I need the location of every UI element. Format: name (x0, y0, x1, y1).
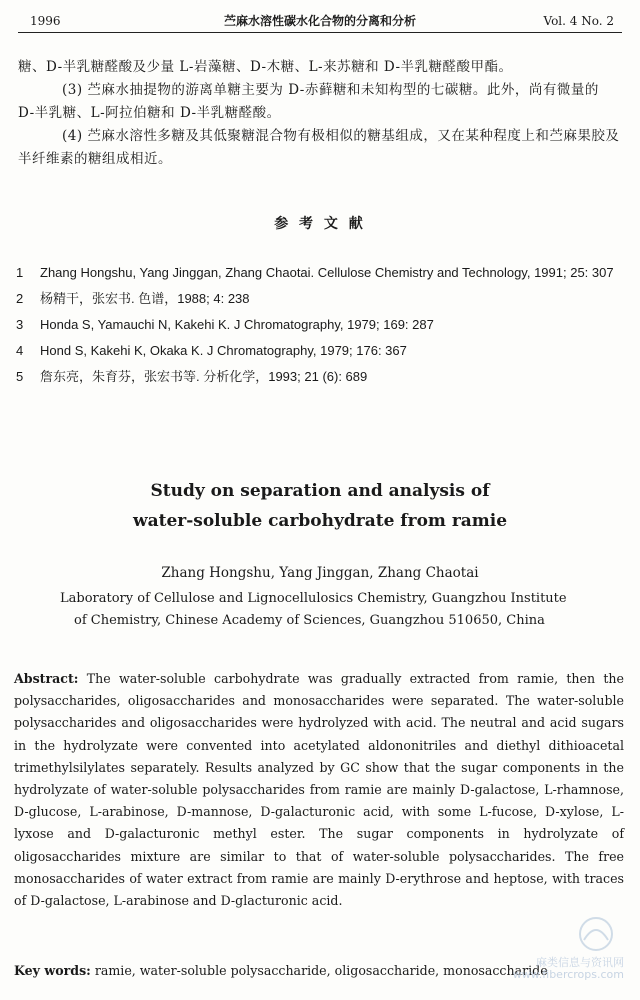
references-heading: 参 考 文 献 (274, 216, 366, 232)
english-title-line-2: water-soluble carbohydrate from ramie (132, 511, 508, 531)
conclusion-para-4: (4) 苎麻水溶性多糖及其低聚糖混合物有极相似的糖基组成，又在某种程度上和苎麻果胶及半纤维素的糖组成相近。 (18, 128, 620, 167)
reference-number: 4 (16, 343, 24, 358)
english-title (0, 476, 640, 536)
conclusion-para-3: (3) 苎麻水抽提物的游离单糖主要为 D-赤藓糖和未知构型的七碳糖。此外，尚有微量的 D-半乳糖、L-阿拉伯糖和 D-半乳糖醛酸。 (18, 82, 599, 121)
site-watermark (498, 914, 626, 980)
affiliation-line-1: Laboratory of Cellulose and Lignocellulosics Chemistry, Guangzhou Institute (60, 591, 567, 606)
keywords-text: ramie, water-soluble polysaccharide, oligosaccharide, monosaccharide (90, 963, 548, 978)
author-list: Zhang Hongshu, Yang Jinggan, Zhang Chaotai (161, 565, 479, 581)
reference-item (16, 288, 620, 310)
reference-list (16, 262, 620, 392)
watermark-text-cn: 麻类信息与资讯网 (536, 956, 624, 969)
reference-text: Zhang Hongshu, Yang Jinggan, Zhang Chaotai. Cellulose Chemistry and Technology, 1991; 25: 307 (40, 265, 614, 280)
reference-number: 1 (16, 265, 24, 280)
reference-number: 3 (16, 317, 24, 332)
chinese-conclusions (18, 56, 620, 171)
affiliation-line-2: of Chemistry, Chinese Academy of Sciences, Guangzhou 510650, China (74, 613, 545, 628)
reference-text: 杨精干，张宏书. 色谱，1988; 4: 238 (40, 291, 250, 306)
running-header (18, 10, 622, 33)
watermark-logo-icon (566, 914, 626, 954)
abstract-text: The water-soluble carbohydrate was gradually extracted from ramie, then the polysaccharides, oligosaccharides and monosaccharides were separated. The water-soluble polysaccharides and oligosaccharides were hydrolyzed with acid. The neutral and acid sugars in the hydrolyzate were convented into acetylated aldononitriles and diethyl dithioacetal trimethylsilylates separately. Results analyzed by GC show that the sugar components in the hydrolyzate of water-soluble polysaccharides from ramie are mainly D-galactose, L-rhamnose, D-glucose, L-arabinose, D-mannose, D-galacturonic acid, with some L-fucose, D-xylose, L-lyxose and D-galacturonic methyl ester. The sugar components in hydrolyzate of oligosaccharides mixture are similar to that of water-soluble polysaccharides. The free monosaccharides of water extract from ramie are mainly D-erythrose and heptose, with traces of D-galactose, L-arabinose and D-glacturonic acid. (14, 671, 624, 909)
conclusion-para-continued: 糖、D-半乳糖醛酸及少量 L-岩藻糖、D-木糖、L-来苏糖和 D-半乳糖醛酸甲酯。 (18, 59, 513, 75)
abstract (14, 668, 624, 912)
volume-issue: Vol. 4 No. 2 (543, 14, 614, 28)
keywords-label: Key words: (14, 963, 91, 978)
reference-item (16, 314, 620, 336)
reference-number: 5 (16, 369, 24, 384)
page-number: 1996 (30, 14, 61, 28)
reference-text: Honda S, Yamauchi N, Kakehi K. J Chromatography, 1979; 169: 287 (40, 317, 434, 332)
reference-number: 2 (16, 291, 24, 306)
english-title-line-1: Study on separation and analysis of (150, 481, 490, 501)
journal-running-title: 苎麻水溶性碳水化合物的分离和分析 (223, 14, 416, 28)
reference-text: Hond S, Kakehi K, Okaka K. J Chromatography, 1979; 176: 367 (40, 343, 407, 358)
reference-item (16, 262, 620, 284)
reference-text: 詹东亮，朱育芬，张宏书等. 分析化学，1993; 21 (6): 689 (40, 369, 368, 384)
reference-item (16, 366, 620, 388)
reference-item (16, 340, 620, 362)
abstract-label: Abstract: (14, 671, 79, 686)
watermark-url: www.fibercrops.com (512, 968, 624, 981)
affiliation (60, 588, 620, 632)
